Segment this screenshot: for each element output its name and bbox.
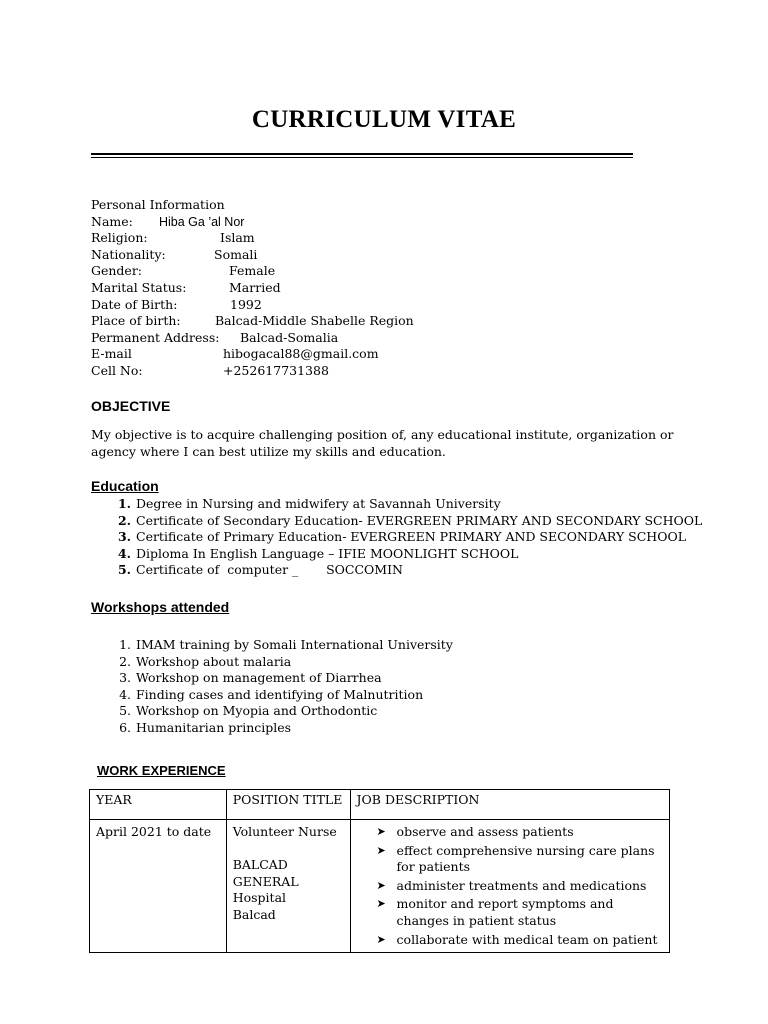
field-label: Date of Birth: — [91, 296, 178, 312]
list-item: 2. Certificate of Secondary Education- EVERGREEN PRIMARY AND SECONDARY SCHOOL — [117, 512, 703, 528]
field-label: Permanent Address: — [91, 329, 220, 345]
arrow-bullet-icon: ➤ — [376, 825, 386, 838]
list-item: 1. IMAM training by Somali International University — [119, 637, 453, 652]
field-value-cell: +252617731388 — [223, 362, 329, 378]
list-item: 6. Humanitarian principles — [119, 719, 292, 735]
education-heading: Education — [91, 478, 159, 494]
list-item: ➤ effect comprehensive nursing care plans for patients — [376, 842, 655, 875]
workshops-heading: Workshops attended — [91, 599, 230, 615]
personal-heading: Personal Information — [91, 197, 225, 212]
education-list — [91, 496, 703, 579]
workshops-list — [91, 637, 691, 737]
duties-list — [357, 824, 663, 948]
column-header-job-description: JOB DESCRIPTION — [350, 790, 669, 820]
field-label: Nationality: — [91, 246, 166, 262]
objective-text: My objective is to acquire challenging position of, any educational institute, organization or agency where I can best utilize my skills and education. — [91, 427, 674, 459]
field-value-email: hibogacal88@gmail.com — [223, 346, 379, 362]
field-label: E-mail — [91, 346, 132, 362]
arrow-bullet-icon: ➤ — [376, 878, 386, 892]
arrow-bullet-icon: ➤ — [376, 843, 386, 857]
list-item: 4. Finding cases and identifying of Malnutrition — [119, 686, 424, 702]
arrow-bullet-icon: ➤ — [376, 932, 386, 946]
column-header-year: YEAR — [90, 790, 227, 820]
field-value-gender: Female — [229, 263, 276, 279]
cell-job-description — [350, 820, 669, 953]
field-label: Place of birth: — [91, 313, 181, 329]
column-header-position: POSITION TITLE — [226, 790, 350, 820]
cell-position: Volunteer Nurse BALCAD GENERAL Hospital Balcad — [226, 820, 350, 953]
field-label: Name: — [91, 213, 133, 229]
cell-year: April 2021 to date — [90, 820, 227, 953]
list-item: 2. Workshop about malaria — [119, 653, 292, 669]
field-label: Cell No: — [91, 362, 143, 378]
list-item: 5. Certificate of computer _ SOCCOMIN — [117, 562, 403, 578]
work-experience-table — [89, 789, 670, 953]
arrow-bullet-icon: ➤ — [376, 897, 386, 911]
table-header-row — [90, 790, 670, 820]
field-label: Religion: — [91, 230, 148, 246]
field-value-address: Balcad-Somalia — [240, 329, 339, 345]
list-item: ➤ administer treatments and medications — [376, 877, 647, 893]
list-item: ➤ observe and assess patients — [376, 824, 574, 839]
objective-heading: OBJECTIVE — [91, 398, 171, 414]
list-item: ➤ monitor and report symptoms and changes in patient status — [376, 896, 614, 928]
personal-information — [91, 197, 691, 380]
document-title: CURRICULUM VITAE — [251, 106, 517, 133]
work-experience-heading: WORK EXPERIENCE — [97, 763, 226, 778]
list-item: 4. Diploma In English Language – IFIE MOONLIGHT SCHOOL — [117, 545, 519, 561]
field-value-marital-status: Married — [229, 279, 281, 295]
list-item: 1. Degree in Nursing and midwifery at Savannah University — [117, 496, 501, 511]
field-value-place-of-birth: Balcad-Middle Shabelle Region — [215, 313, 414, 329]
field-label: Gender: — [91, 263, 143, 279]
field-value-nationality: Somali — [214, 246, 258, 262]
field-label: Marital Status: — [91, 279, 187, 295]
title-rule — [91, 153, 633, 155]
list-item: 5. Workshop on Myopia and Orthodontic — [119, 703, 378, 719]
field-value-date-of-birth: 1992 — [230, 296, 262, 312]
field-value-religion: Islam — [220, 230, 255, 246]
list-item: ➤ collaborate with medical team on patient — [376, 931, 658, 947]
field-value-name: Hiba Ga ’al Nor — [159, 214, 245, 229]
list-item: 3. Certificate of Primary Education- EVERGREEN PRIMARY AND SECONDARY SCHOOL — [117, 529, 686, 545]
table-row — [90, 820, 670, 953]
title-rule-thin — [91, 157, 633, 158]
list-item: 3. Workshop on management of Diarrhea — [119, 670, 382, 686]
